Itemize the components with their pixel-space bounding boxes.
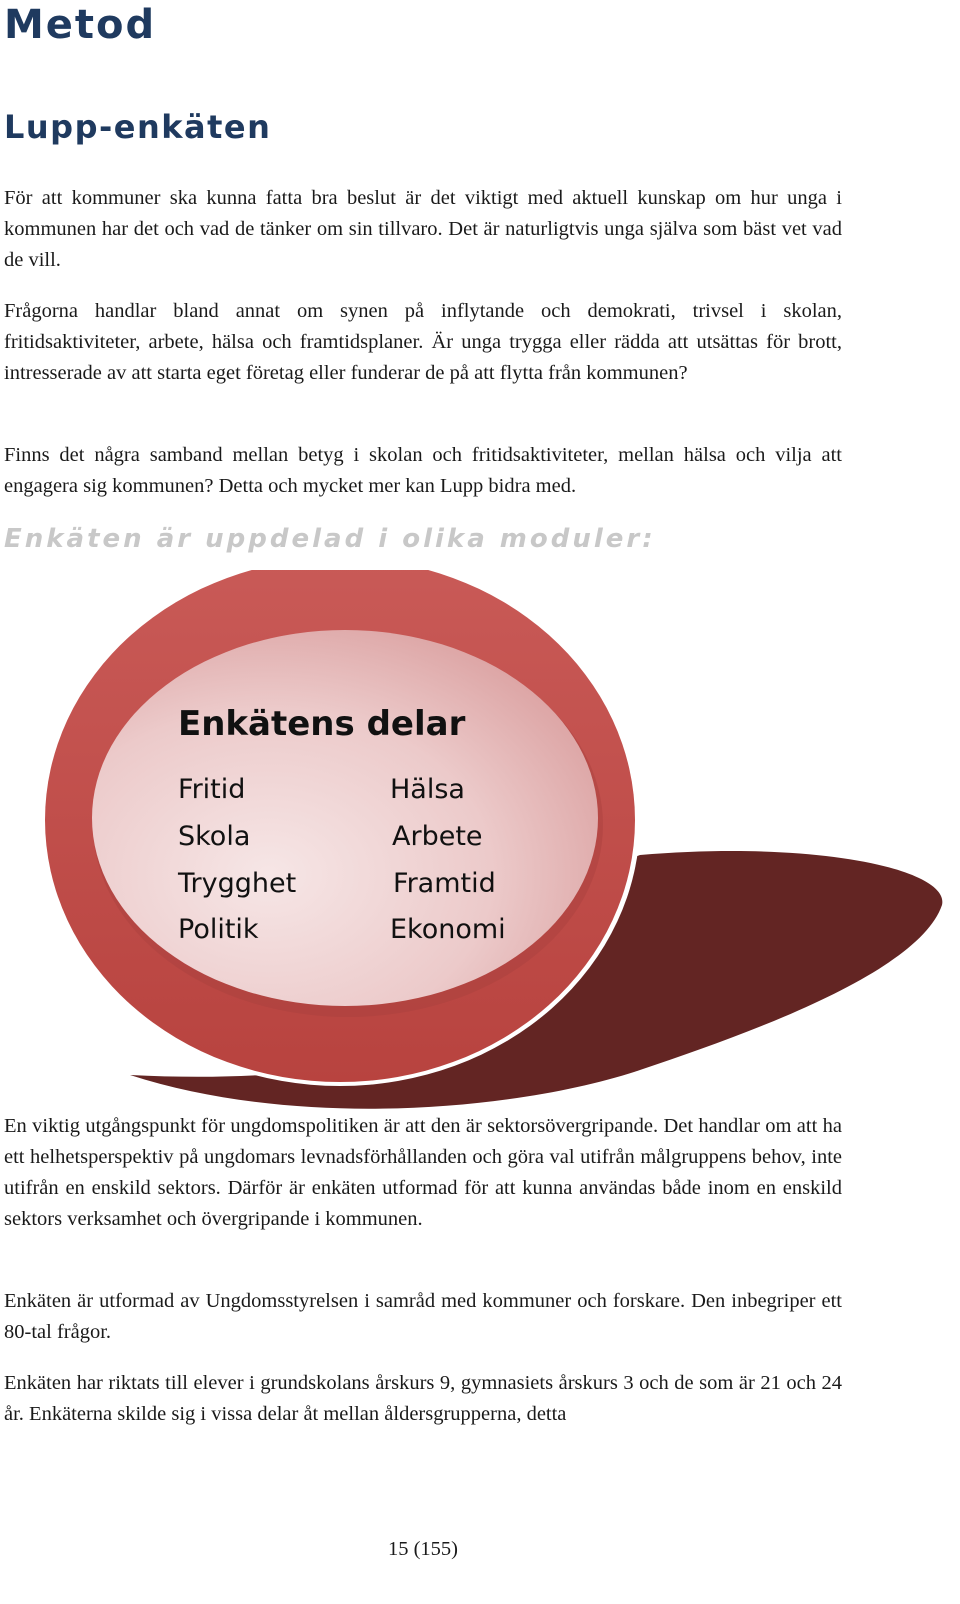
module-item: Arbete [392, 821, 483, 852]
module-item: Politik [178, 914, 259, 945]
diagram-inner-oval [92, 630, 598, 1006]
page-number: 15 (155) [387, 1538, 459, 1560]
survey-modules-diagram [0, 570, 960, 1110]
diagram-title: Enkätens delar [178, 704, 466, 744]
section-title: Lupp-enkäten [4, 108, 272, 146]
paragraph-sector: En viktig utgångspunkt för ungdomspolitiken är att den är sektorsövergripande. Det handlar om att ha ett helhetsperspektiv på ungdomars levnadsförhållanden och göra val utifrån målgruppens behov, inte utifrån en enskild sektors. Därför är enkäten utformad för att kunna användas både inom en enskild sektors verksamhet och övergripande i kommunen. [4, 1115, 842, 1230]
module-item: Trygghet [178, 868, 297, 899]
paragraph-topics: Frågorna handlar bland annat om synen på inflytande och demokrati, trivsel i skolan, fritidsaktiviteter, arbete, hälsa och framtidsplaner. Är unga trygga eller rädda att utsättas för brott, intresserade av att starta eget företag eller funderar de på att flytta från kommunen? [4, 300, 842, 384]
modules-heading: Enkäten är uppdelad i olika moduler: [4, 524, 656, 554]
page-title: Metod [4, 2, 157, 48]
paragraph-intro: För att kommuner ska kunna fatta bra beslut är det viktigt med aktuell kunskap om hur unga i kommunen har det och vad de tänker om sin tillvaro. Det är naturligtvis unga själva som bäst vet vad de vill. [4, 187, 842, 271]
paragraph-author: Enkäten är utformad av Ungdomsstyrelsen i samråd med kommuner och forskare. Den inbegriper ett 80-tal frågor. [4, 1290, 842, 1343]
module-item: Fritid [178, 774, 246, 805]
module-item: Ekonomi [390, 914, 506, 945]
module-item: Skola [178, 821, 251, 852]
paragraph-target-groups: Enkäten har riktats till elever i grundskolans årskurs 9, gymnasiets årskurs 3 och de som är 21 och 24 år. Enkäterna skilde sig i vissa delar åt mellan åldersgrupperna, detta [4, 1372, 842, 1425]
module-item: Hälsa [390, 774, 465, 805]
module-item: Framtid [393, 868, 496, 899]
paragraph-relations: Finns det några samband mellan betyg i skolan och fritidsaktiviteter, mellan hälsa och vilja att engagera sig kommunen? Detta och mycket mer kan Lupp bidra med. [4, 444, 842, 497]
